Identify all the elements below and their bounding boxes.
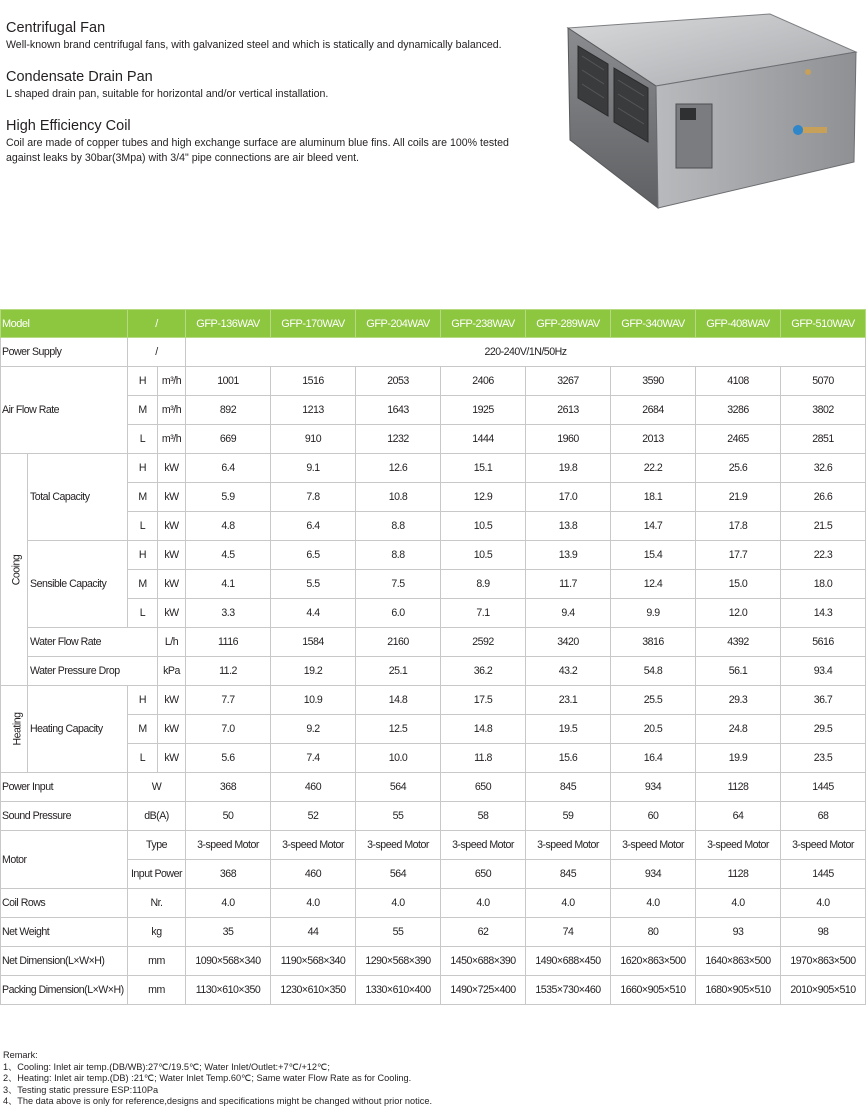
cell: 7.4 (271, 744, 356, 773)
cell: 2053 (356, 367, 441, 396)
cell: 2592 (441, 628, 526, 657)
cell: 564 (356, 773, 441, 802)
cell: 7.8 (271, 483, 356, 512)
cell: 25.5 (611, 686, 696, 715)
header-model: GFP-289WAV (526, 310, 611, 338)
cell: 368 (186, 773, 271, 802)
feature-text: L shaped drain pan, suitable for horizontal and/or vertical installation. (6, 88, 329, 100)
cell: 4.0 (526, 889, 611, 918)
cell: 4108 (696, 367, 781, 396)
speed-label: H (128, 367, 158, 396)
feature-title: Centrifugal Fan (6, 20, 106, 36)
cell: 36.7 (781, 686, 866, 715)
cell: 55 (356, 918, 441, 947)
row-unit: m³/h (158, 396, 186, 425)
row-unit: kW (158, 715, 186, 744)
cell: 4.0 (611, 889, 696, 918)
row-unit: mm (128, 976, 186, 1005)
row-unit: kW (158, 454, 186, 483)
remarks-section (3, 1050, 432, 1108)
feature-coil (6, 118, 546, 166)
cell: 19.9 (696, 744, 781, 773)
cell: 12.5 (356, 715, 441, 744)
row-unit: Type (128, 831, 186, 860)
cell: 55 (356, 802, 441, 831)
cell: 1128 (696, 773, 781, 802)
cell: 845 (526, 773, 611, 802)
cell: 1490×688×450 (526, 947, 611, 976)
cell: 845 (526, 860, 611, 889)
row-unit: Input Power (128, 860, 186, 889)
cell: 6.4 (186, 454, 271, 483)
cell: 650 (441, 860, 526, 889)
remark-line: 1、Cooling: Inlet air temp.(DB/WB):27℃/19.5℃; Water Inlet/Outlet:+7℃/+12℃; (3, 1061, 330, 1072)
cell: 2613 (526, 396, 611, 425)
header-model: GFP-340WAV (611, 310, 696, 338)
cell: 56.1 (696, 657, 781, 686)
cell: 4.0 (781, 889, 866, 918)
cell: 68 (781, 802, 866, 831)
cell: 10.5 (441, 512, 526, 541)
cell: 3420 (526, 628, 611, 657)
row-label: Power Supply (1, 338, 128, 367)
cell: 910 (271, 425, 356, 454)
cell: 2684 (611, 396, 696, 425)
row-unit: kPa (158, 657, 186, 686)
table-row-heating-capacity-h (1, 686, 866, 715)
cell: 3286 (696, 396, 781, 425)
cell: 14.8 (356, 686, 441, 715)
cell: 4.1 (186, 570, 271, 599)
cell: 13.8 (526, 512, 611, 541)
table-row-motor-input-power (1, 860, 866, 889)
table-header-row (1, 310, 866, 338)
cell: 4.0 (186, 889, 271, 918)
speed-label: H (128, 541, 158, 570)
cell: 18.1 (611, 483, 696, 512)
row-unit: kW (158, 512, 186, 541)
cell: 3-speed Motor (356, 831, 441, 860)
cell: 24.8 (696, 715, 781, 744)
cell: 1190×568×340 (271, 947, 356, 976)
row-unit: m³/h (158, 367, 186, 396)
speed-label: H (128, 686, 158, 715)
cell: 1960 (526, 425, 611, 454)
cell: 4.0 (356, 889, 441, 918)
cell: 12.6 (356, 454, 441, 483)
header-model: GFP-170WAV (271, 310, 356, 338)
cell: 1116 (186, 628, 271, 657)
header-model: GFP-408WAV (696, 310, 781, 338)
remarks-title: Remark: (3, 1050, 38, 1060)
cell: 8.8 (356, 512, 441, 541)
fan-coil-unit-image (556, 12, 862, 218)
cell: 15.0 (696, 570, 781, 599)
cell: 5.6 (186, 744, 271, 773)
cell: 64 (696, 802, 781, 831)
cell: 93.4 (781, 657, 866, 686)
cell: 10.0 (356, 744, 441, 773)
cell: 3-speed Motor (271, 831, 356, 860)
table-row-heating-capacity-m (1, 715, 866, 744)
cell: 650 (441, 773, 526, 802)
cell: 14.7 (611, 512, 696, 541)
cell: 36.2 (441, 657, 526, 686)
row-unit: L/h (158, 628, 186, 657)
row-label: Coil Rows (1, 889, 128, 918)
cell: 6.5 (271, 541, 356, 570)
cell: 21.5 (781, 512, 866, 541)
cell: 58 (441, 802, 526, 831)
table-row-heating-capacity-l (1, 744, 866, 773)
table-row-total-capacity-l (1, 512, 866, 541)
cell: 14.3 (781, 599, 866, 628)
cell: 16.4 (611, 744, 696, 773)
cell: 1970×863×500 (781, 947, 866, 976)
row-label: Sound Pressure (1, 802, 128, 831)
row-label: Air Flow Rate (1, 367, 128, 454)
row-unit: kW (158, 744, 186, 773)
cell: 17.0 (526, 483, 611, 512)
cell: 3802 (781, 396, 866, 425)
cell: 1090×568×340 (186, 947, 271, 976)
cell: 2406 (441, 367, 526, 396)
speed-label: L (128, 512, 158, 541)
cell: 11.7 (526, 570, 611, 599)
row-label: Water Flow Rate (28, 628, 158, 657)
row-label: Packing Dimension(L×W×H) (1, 976, 128, 1005)
cell: 7.0 (186, 715, 271, 744)
cell: 12.9 (441, 483, 526, 512)
cell: 10.8 (356, 483, 441, 512)
cell: 32.6 (781, 454, 866, 483)
cell: 5616 (781, 628, 866, 657)
cell: 29.5 (781, 715, 866, 744)
cell: 29.3 (696, 686, 781, 715)
header-unit: / (128, 310, 186, 338)
header-model: GFP-204WAV (356, 310, 441, 338)
cell: 368 (186, 860, 271, 889)
cell: 20.5 (611, 715, 696, 744)
cell: 4.5 (186, 541, 271, 570)
cell: 17.7 (696, 541, 781, 570)
cell: 460 (271, 860, 356, 889)
speed-label: L (128, 744, 158, 773)
cell: 19.8 (526, 454, 611, 483)
cell: 23.5 (781, 744, 866, 773)
remark-line: 3、Testing static pressure ESP:110Pa (3, 1084, 159, 1095)
cell: 1620×863×500 (611, 947, 696, 976)
cell: 1444 (441, 425, 526, 454)
cell: 934 (611, 773, 696, 802)
cell: 12.4 (611, 570, 696, 599)
cell: 26.6 (781, 483, 866, 512)
cell: 52 (271, 802, 356, 831)
cell: 3-speed Motor (781, 831, 866, 860)
header-model: GFP-136WAV (186, 310, 271, 338)
cell: 4.0 (441, 889, 526, 918)
cell: 564 (356, 860, 441, 889)
header-model: GFP-510WAV (781, 310, 866, 338)
cell: 3.3 (186, 599, 271, 628)
table-row-water-pressure (1, 657, 866, 686)
cell: 460 (271, 773, 356, 802)
speed-label: H (128, 454, 158, 483)
cell: 2010×905×510 (781, 976, 866, 1005)
cell: 3816 (611, 628, 696, 657)
cell: 8.8 (356, 541, 441, 570)
cell: 5.5 (271, 570, 356, 599)
cell: 18.0 (781, 570, 866, 599)
cell: 4.0 (696, 889, 781, 918)
cell: 9.9 (611, 599, 696, 628)
cell: 15.4 (611, 541, 696, 570)
table-row-power-input (1, 773, 866, 802)
cell: 2160 (356, 628, 441, 657)
cell: 19.5 (526, 715, 611, 744)
cell: 1290×568×390 (356, 947, 441, 976)
row-label: Sensible Capacity (28, 541, 128, 628)
speed-label: M (128, 715, 158, 744)
cell: 3-speed Motor (186, 831, 271, 860)
cell: 17.8 (696, 512, 781, 541)
cell: 54.8 (611, 657, 696, 686)
speed-label: L (128, 425, 158, 454)
feature-title: High Efficiency Coil (6, 118, 131, 134)
feature-drain-pan (6, 69, 546, 102)
cell: 43.2 (526, 657, 611, 686)
cell: 60 (611, 802, 696, 831)
speed-label: M (128, 483, 158, 512)
cell: 9.4 (526, 599, 611, 628)
table-row-motor-type (1, 831, 866, 860)
cell: 6.0 (356, 599, 441, 628)
cell: 17.5 (441, 686, 526, 715)
cell: 1445 (781, 773, 866, 802)
cooling-label: Cooing (10, 554, 23, 585)
cell: 74 (526, 918, 611, 947)
cell: 7.1 (441, 599, 526, 628)
cell: 3-speed Motor (441, 831, 526, 860)
cell: 1643 (356, 396, 441, 425)
cell: 934 (611, 860, 696, 889)
cell: 80 (611, 918, 696, 947)
table-row-total-capacity-m (1, 483, 866, 512)
cell: 4.4 (271, 599, 356, 628)
cell: 4.8 (186, 512, 271, 541)
row-unit: W (128, 773, 186, 802)
cell: 25.6 (696, 454, 781, 483)
cell: 1535×730×460 (526, 976, 611, 1005)
cell: 1680×905×510 (696, 976, 781, 1005)
row-label: Power Input (1, 773, 128, 802)
table-row-net-dimension (1, 947, 866, 976)
cell: 1330×610×400 (356, 976, 441, 1005)
table-row-sound-pressure (1, 802, 866, 831)
cell: 892 (186, 396, 271, 425)
specification-table (0, 309, 866, 1005)
header-model: GFP-238WAV (441, 310, 526, 338)
cell: 1232 (356, 425, 441, 454)
cell: 44 (271, 918, 356, 947)
cell: 14.8 (441, 715, 526, 744)
table-row-net-weight (1, 918, 866, 947)
cell: 1450×688×390 (441, 947, 526, 976)
cell: 11.8 (441, 744, 526, 773)
cell: 1213 (271, 396, 356, 425)
cell: 2013 (611, 425, 696, 454)
feature-centrifugal-fan (6, 20, 546, 53)
cell: 1490×725×400 (441, 976, 526, 1005)
cell: 7.7 (186, 686, 271, 715)
cell: 1516 (271, 367, 356, 396)
cell: 9.2 (271, 715, 356, 744)
table-row-water-flow (1, 628, 866, 657)
table-row-power-supply (1, 338, 866, 367)
heating-group-label (1, 686, 28, 773)
cell: 3-speed Motor (526, 831, 611, 860)
cell: 50 (186, 802, 271, 831)
row-unit: m³/h (158, 425, 186, 454)
features-section (6, 20, 546, 182)
row-label: Water Pressure Drop (28, 657, 158, 686)
cooling-group-label (1, 454, 28, 686)
feature-title: Condensate Drain Pan (6, 69, 153, 85)
row-label: Heating Capacity (28, 686, 128, 773)
cell: 10.9 (271, 686, 356, 715)
cell: 25.1 (356, 657, 441, 686)
remark-line: 2、Heating: Inlet air temp.(DB) :21℃; Water Inlet Temp.60℃; Same water Flow Rate as for Cooling. (3, 1073, 412, 1084)
cell: 1128 (696, 860, 781, 889)
cell: 22.3 (781, 541, 866, 570)
row-label: Net Weight (1, 918, 128, 947)
cell: 11.2 (186, 657, 271, 686)
table-row-sensible-capacity-m (1, 570, 866, 599)
cell: 15.6 (526, 744, 611, 773)
feature-text: Coil are made of copper tubes and high exchange surface are aluminum blue fins. All coils are 100% tested against leaks by 30bar(3Mpa) with 3/4" pipe connections are air bleed vent. (6, 137, 509, 164)
cell: 1660×905×510 (611, 976, 696, 1005)
cell: 98 (781, 918, 866, 947)
cell: 19.2 (271, 657, 356, 686)
cell: 5070 (781, 367, 866, 396)
cell: 6.4 (271, 512, 356, 541)
cell: 2851 (781, 425, 866, 454)
row-unit: mm (128, 947, 186, 976)
row-unit: kW (158, 686, 186, 715)
cell: 3-speed Motor (611, 831, 696, 860)
table-row-packing-dimension (1, 976, 866, 1005)
cell: 13.9 (526, 541, 611, 570)
heating-label: Heating (11, 712, 24, 746)
row-unit: kW (158, 483, 186, 512)
cell: 10.5 (441, 541, 526, 570)
cell: 7.5 (356, 570, 441, 599)
cell: 5.9 (186, 483, 271, 512)
cell: 1230×610×350 (271, 976, 356, 1005)
cell: 1001 (186, 367, 271, 396)
cell: 3590 (611, 367, 696, 396)
cell: 669 (186, 425, 271, 454)
cell: 3267 (526, 367, 611, 396)
row-unit: kW (158, 541, 186, 570)
cell: 93 (696, 918, 781, 947)
cell: 15.1 (441, 454, 526, 483)
cell: 4.0 (271, 889, 356, 918)
row-unit: kW (158, 570, 186, 599)
table-row-coil-rows (1, 889, 866, 918)
cell: 62 (441, 918, 526, 947)
cell: 22.2 (611, 454, 696, 483)
table-row-airflow-h (1, 367, 866, 396)
cell: 59 (526, 802, 611, 831)
row-unit: kW (158, 599, 186, 628)
cell: 9.1 (271, 454, 356, 483)
table-row-airflow-m (1, 396, 866, 425)
cell: 3-speed Motor (696, 831, 781, 860)
cell: 1445 (781, 860, 866, 889)
row-unit: / (128, 338, 186, 367)
cell: 35 (186, 918, 271, 947)
speed-label: L (128, 599, 158, 628)
cell: 1130×610×350 (186, 976, 271, 1005)
row-unit: Nr. (128, 889, 186, 918)
table-row-sensible-capacity-h (1, 541, 866, 570)
remark-line: 4、The data above is only for reference,designs and specifications might be changed without prior notice. (3, 1096, 432, 1107)
row-label: Net Dimension(L×W×H) (1, 947, 128, 976)
row-label: Total Capacity (28, 454, 128, 541)
table-row-airflow-l (1, 425, 866, 454)
cell: 2465 (696, 425, 781, 454)
cell: 8.9 (441, 570, 526, 599)
row-unit: kg (128, 918, 186, 947)
cell: 4392 (696, 628, 781, 657)
cell: 21.9 (696, 483, 781, 512)
table-row-sensible-capacity-l (1, 599, 866, 628)
power-supply-value: 220-240V/1N/50Hz (186, 338, 866, 367)
cell: 1584 (271, 628, 356, 657)
speed-label: M (128, 396, 158, 425)
cell: 1925 (441, 396, 526, 425)
table-row-total-capacity-h (1, 454, 866, 483)
header-model-label: Model (1, 310, 128, 338)
cell: 12.0 (696, 599, 781, 628)
row-unit: dB(A) (128, 802, 186, 831)
row-label: Motor (1, 831, 128, 889)
feature-text: Well-known brand centrifugal fans, with galvanized steel and which is statically and dynamically balanced. (6, 39, 502, 51)
cell: 23.1 (526, 686, 611, 715)
speed-label: M (128, 570, 158, 599)
cell: 1640×863×500 (696, 947, 781, 976)
